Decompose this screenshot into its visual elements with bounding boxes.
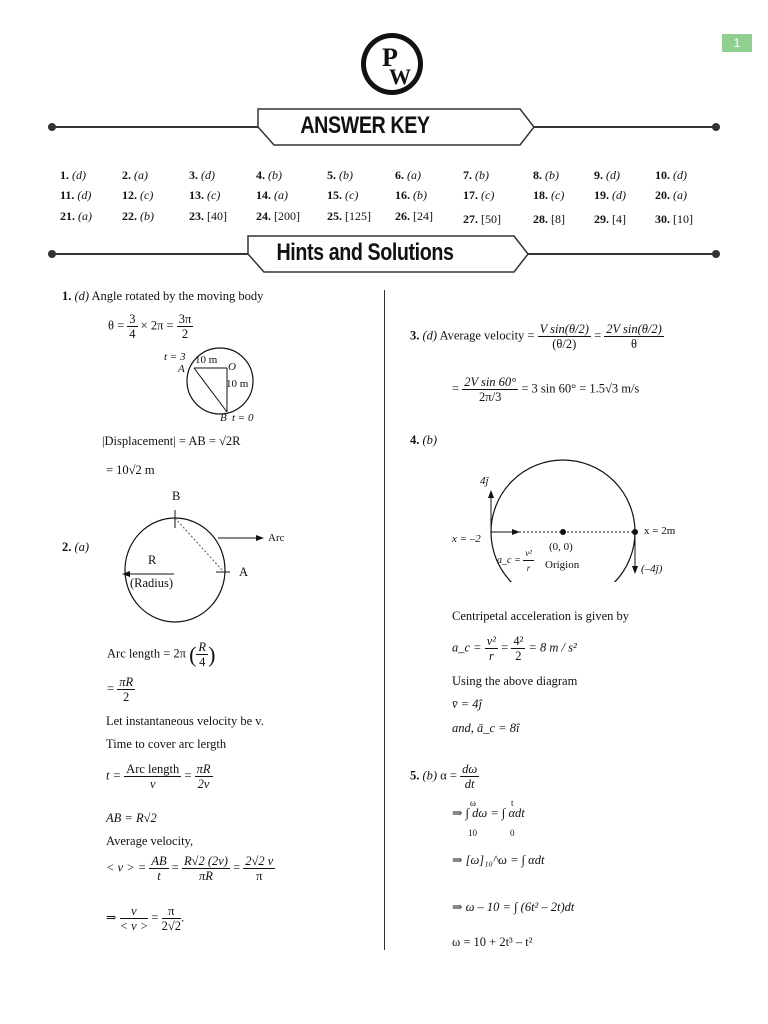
sol1-displacement: |Displacement| = AB = √2R [102, 434, 241, 448]
sol2-b-label: B [172, 489, 181, 503]
answer-key-heading: ANSWER KEY [300, 112, 430, 139]
sol2-arclength-eq: Arc length = 2π ( $\frac{R}{4}$ ) [107, 640, 216, 669]
answer-item: 9. (d) [594, 168, 620, 182]
answer-item: 12. (c) [122, 188, 154, 202]
answer-item: 2. (a) [122, 168, 148, 182]
sol5-line1: ⇒ ∫ dω = ∫ αdt [452, 806, 525, 820]
sol4-and: and, ā_c = 8î [452, 721, 520, 735]
sol1-10m-top: 10 m [195, 354, 218, 366]
sol2-header: 2. (a) [62, 540, 90, 554]
answer-item: 22. (b) [122, 209, 154, 223]
sol1-t3-label: t = 3 [164, 351, 186, 363]
sol1-header: 1. (d) Angle rotated by the moving body [62, 289, 264, 303]
sol1-result: = 10√2 m [106, 463, 155, 477]
answer-item: 19. (d) [594, 188, 626, 202]
answer-item: 30. [10] [655, 212, 693, 226]
sol5-alpha: 5. (b) α = $\frac{d\omega}{dt}$ [410, 762, 478, 791]
sol4-ac-diagram: a_c = $\frac{\text{v²}}{r}$ [497, 548, 532, 573]
sol4-xm2-label: x = –2 [452, 533, 481, 545]
answer-item: 1. (d) [60, 168, 86, 182]
sol2-a-label: A [239, 565, 249, 579]
answer-item: 7. (b) [463, 168, 489, 182]
sol4-origin-label: Origion [545, 559, 580, 571]
answer-item: 25. [125] [327, 209, 371, 223]
sol1-b-label: B [220, 412, 227, 424]
sol5-l1-hi2: t [511, 798, 514, 808]
sol2-arc-label: Arc [268, 532, 285, 544]
sol5-l1-lo2: 0 [510, 828, 515, 838]
svg-text:W: W [389, 64, 411, 89]
answer-item: 14. (a) [256, 188, 288, 202]
sol4-x2m-label: x = 2m [644, 525, 676, 537]
svg-text:P: P [382, 43, 398, 72]
answer-item: 23. [40] [189, 209, 227, 223]
sol5-l1-lo: 10 [468, 828, 477, 838]
answer-item: 18. (c) [533, 188, 565, 202]
sol2-ratio: ⇒ $\frac{v}{< v >}$ = $\frac{\pi}{2√2}$ . [106, 904, 185, 933]
sol4-4j-label: 4ĵ [480, 475, 489, 487]
page-number-badge: 1 [722, 34, 752, 52]
answer-item: 4. (b) [256, 168, 282, 182]
answer-item: 26. [24] [395, 209, 433, 223]
answer-item: 27. [50] [463, 212, 501, 226]
sol5-line3: ⇒ ω – 10 = ∫ (6t² – 2t)dt [452, 900, 575, 914]
sol2-circle-diagram [118, 500, 298, 630]
sol1-a-label: A [178, 363, 185, 375]
sol2-let: Let instantaneous velocity be v. [106, 714, 264, 728]
answer-item: 6. (a) [395, 168, 421, 182]
sol4-ac-eq: a_c = $\frac{\text{v²}}{r}$ = $\frac{\text{4²}}{2}$ = 8 m / s² [452, 634, 577, 663]
sol5-line4: ω = 10 + 2t³ – t² [452, 935, 533, 949]
answer-item: 11. (d) [60, 188, 92, 202]
sol4-centripetal: Centripetal acceleration is given by [452, 609, 630, 623]
sol2-vavg-eq: < v > = $\frac{AB}{t}$ = $\frac{R√2 (2v)}{\pi R}$ = $\frac{2√2 v}{\pi}$ [106, 854, 274, 883]
answer-item: 17. (c) [463, 188, 495, 202]
sol4-m4j-label: (–4ĵ) [641, 563, 663, 575]
sol3-avg-velocity: 3. (d) Average velocity = $\frac{\text{V sin(θ/2)}}{(\theta/2)}$ = $\frac{\text{2V sin(θ/2)}}{\theta}$ [410, 322, 662, 351]
sol4-origin-coord: (0, 0) [549, 541, 573, 553]
answer-item: 5. (b) [327, 168, 353, 182]
sol2-time: Time to cover arc lergth [106, 737, 227, 751]
sol5-l1-hi: ω [470, 798, 476, 808]
sol2-r-label: R [148, 553, 157, 567]
sol5-line2: ⇒ [ω]₁₀^ω = ∫ αdt [452, 853, 545, 867]
sol2-pir-2: = $\frac{\pi R}{2}$ [107, 675, 134, 704]
column-divider [384, 290, 385, 950]
answer-item: 21. (a) [60, 209, 92, 223]
sol2-avg: Average velocity, [106, 834, 194, 848]
sol2-radius-label: (Radius) [130, 576, 174, 590]
answer-item: 15. (c) [327, 188, 359, 202]
answer-item: 3. (d) [189, 168, 215, 182]
sol4-header: 4. (b) [410, 433, 438, 447]
pw-logo [360, 28, 424, 100]
sol4-vvec: v̄ = 4ĵ [452, 697, 482, 711]
sol4-using: Using the above diagram [452, 674, 578, 688]
answer-item: 20. (a) [655, 188, 687, 202]
sol2-ab: AB = R√2 [106, 811, 157, 825]
hints-heading: Hints and Solutions [276, 239, 454, 266]
sol2-t-eq: t = $\frac{\text{Arc length}}{v}$ = $\frac{\pi R}{2v}$ [106, 762, 211, 791]
answer-item: 24. [200] [256, 209, 300, 223]
sol3-result: = $\frac{\text{2V sin 60°}}{2\pi/3}$ = 3 sin 60° = 1.5√3 m/s [452, 375, 640, 404]
answer-item: 8. (b) [533, 168, 559, 182]
answer-item: 16. (b) [395, 188, 427, 202]
answer-item: 13. (c) [189, 188, 221, 202]
answer-item: 28. [8] [533, 212, 565, 226]
sol1-10m-side: 10 m [226, 378, 249, 390]
sol1-theta-eq: θ = $\frac{3}{4}$ × 2π = $\frac{3\pi}{2}$ [108, 312, 192, 341]
sol1-t0-label: t = 0 [232, 412, 254, 424]
answer-item: 29. [4] [594, 212, 626, 226]
sol1-o-label: O [228, 361, 236, 373]
answer-item: 10. (d) [655, 168, 687, 182]
